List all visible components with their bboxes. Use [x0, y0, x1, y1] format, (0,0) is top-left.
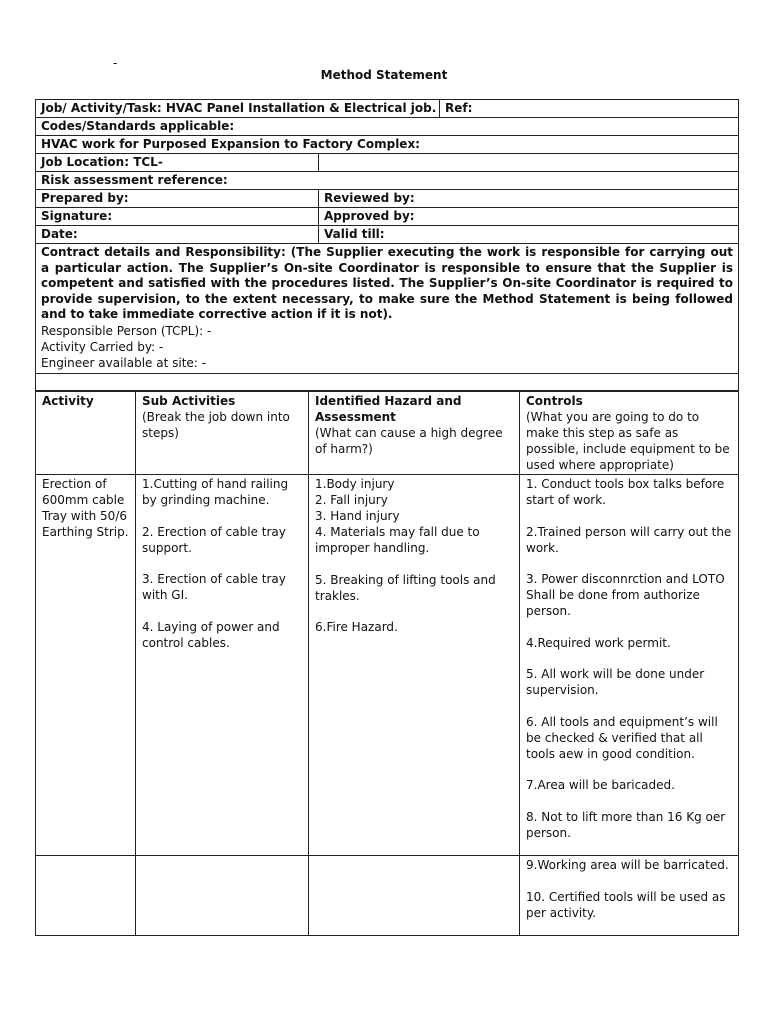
hazard-group: 5. Breaking of lifting tools and trakles. — [315, 572, 496, 603]
hazard-note: (What can cause a high degree of harm?) — [315, 426, 503, 456]
control-item: 9.Working area will be barricated. — [526, 858, 729, 872]
hazard-line: 1.Body injury — [315, 477, 395, 491]
signature-cell: Signature: — [36, 208, 319, 226]
date-cell: Date: — [36, 226, 319, 244]
job-location-value — [319, 154, 739, 172]
activity-carried: Activity Carried by: - — [41, 339, 164, 354]
controls-cell — [520, 475, 739, 856]
sub-activities-cell — [136, 475, 309, 856]
controls-cell-continued — [520, 856, 739, 936]
page-title: Method Statement — [320, 68, 448, 82]
empty-activity-cell — [36, 856, 136, 936]
hvac-work-cell: HVAC work for Purposed Expansion to Factory Complex: — [36, 136, 739, 154]
hazard-header — [309, 392, 520, 475]
activity-cell — [36, 475, 136, 856]
job-activity-cell: Job/ Activity/Task: HVAC Panel Installation & Electrical job. — [36, 100, 440, 118]
control-item: 5. All work will be done under supervision. — [526, 667, 705, 697]
sub-activities-title: Sub Activities — [142, 394, 236, 408]
blank-row — [36, 374, 739, 391]
sub-activity-item: 2. Erection of cable tray support. — [142, 524, 286, 555]
hazard-group: 6.Fire Hazard. — [315, 620, 398, 634]
responsible-person: Responsible Person (TCPL): - — [41, 323, 212, 338]
sub-activity-item: 1.Cutting of hand railing by grinding machine. — [142, 477, 289, 507]
empty-hazard-cell — [309, 856, 520, 936]
valid-till-cell: Valid till: — [319, 226, 739, 244]
approved-by-cell: Approved by: — [319, 208, 739, 226]
control-item: 10. Certified tools will be used as per activity. — [526, 889, 726, 920]
control-item: 7.Area will be baricaded. — [526, 778, 675, 792]
ref-cell: Ref: — [440, 100, 739, 118]
codes-cell: Codes/Standards applicable: — [36, 118, 739, 136]
controls-note: (What you are going to do to make this step as safe as possible, include equipment to be used where appropriate) — [526, 410, 730, 472]
contract-cell — [36, 244, 739, 374]
controls-header — [520, 392, 739, 475]
hazard-line: 3. Hand injury — [315, 509, 400, 523]
control-item: 3. Power disconnrction and LOTO Shall be done from authorize person. — [526, 572, 725, 618]
hazards-cell — [309, 475, 520, 856]
hazard-group — [315, 476, 513, 556]
control-item: 1. Conduct tools box talks before start of work. — [526, 477, 725, 507]
hazard-title: Identified Hazard and Assessment — [315, 394, 462, 424]
control-item: 8. Not to lift more than 16 Kg oer person. — [526, 809, 726, 840]
activity-text: Erection of 600mm cable Tray with 50/6 Earthing Strip. — [42, 477, 129, 539]
control-item: 4.Required work permit. — [526, 635, 671, 650]
sub-activities-header — [136, 392, 309, 475]
activity-header-label: Activity — [42, 394, 94, 408]
prepared-by-cell: Prepared by: — [36, 190, 319, 208]
contract-text: Contract details and Responsibility: (The Supplier executing the work is responsible for carrying out a particular action. The Supplier’s On-site Coordinator is responsible to ensure that the Supplier is competent and satisfied with the procedures listed. The Supplier’s On-site Coordinator is required to provide supervision, to the extent necessary, to make sure the Method Statement is being followed and to take immediate corrective action if it is not). — [41, 245, 734, 321]
activity-table — [35, 391, 739, 936]
reviewed-by-cell: Reviewed by: — [319, 190, 739, 208]
header-table — [35, 99, 739, 391]
controls-title: Controls — [526, 394, 583, 408]
activity-header — [36, 392, 136, 475]
control-item: 2.Trained person will carry out the work. — [526, 524, 732, 555]
sub-activity-item: 4. Laying of power and control cables. — [142, 619, 280, 650]
job-location-cell: Job Location: TCL- — [36, 154, 319, 172]
engineer-available: Engineer available at site: - — [41, 355, 206, 370]
sub-activities-note: (Break the job down into steps) — [142, 410, 290, 440]
risk-ref-cell: Risk assessment reference: — [36, 172, 739, 190]
control-item: 6. All tools and equipment’s will be checked & verified that all tools aew in good condition. — [526, 714, 718, 761]
stray-dash: - — [113, 56, 118, 70]
hazard-line: 4. Materials may fall due to improper handling. — [315, 525, 480, 555]
hazard-line: 2. Fall injury — [315, 493, 388, 507]
empty-sub-cell — [136, 856, 309, 936]
sub-activity-item: 3. Erection of cable tray with GI. — [142, 572, 286, 602]
